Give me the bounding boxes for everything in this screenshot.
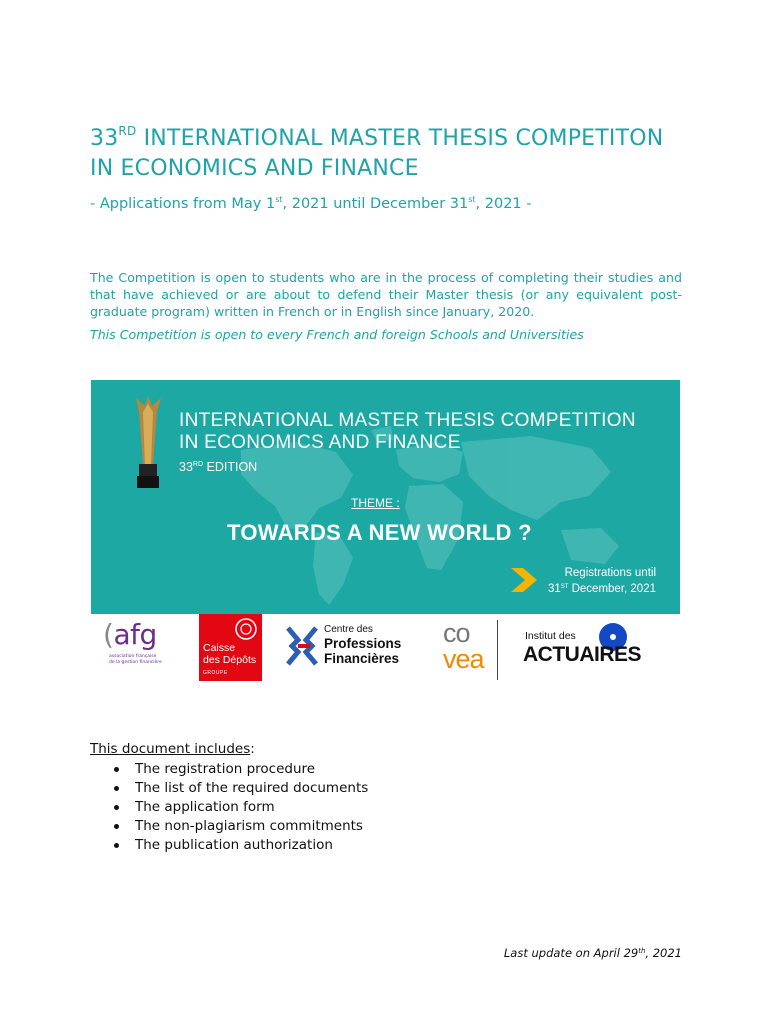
list-item: The publication authorization — [110, 836, 368, 855]
banner-title: INTERNATIONAL MASTER THESIS COMPETITION IN ECONOMICS AND FINANCE — [179, 410, 636, 453]
list-item: The application form — [110, 798, 368, 817]
list-item: The non-plagiarism commitments — [110, 817, 368, 836]
banner-theme: TOWARDS A NEW WORLD ? — [227, 520, 532, 545]
list-item: The list of the required documents — [110, 779, 368, 798]
partner-logos — [91, 614, 680, 686]
trophy-icon — [131, 394, 165, 490]
page-title: 33RD INTERNATIONAL MASTER THESIS COMPETITON IN ECONOMICS AND FINANCE — [90, 124, 664, 181]
logo-divider — [497, 620, 498, 680]
last-update: Last update on April 29th, 2021 — [503, 946, 682, 960]
covea-logo: co vea — [443, 618, 484, 674]
afg-logo: (afg association française de la gestion financière — [103, 618, 162, 665]
banner-theme-label: THEME : — [351, 496, 400, 510]
intro-italic-note: This Competition is open to every French and foreign Schools and Universities — [90, 327, 584, 342]
seal-icon — [234, 617, 258, 641]
banner-registration-deadline: Registrations until 31ST December, 2021 — [547, 567, 656, 595]
chevron-right-icon — [511, 568, 537, 592]
document-includes-list — [110, 760, 368, 855]
list-item: The registration procedure — [110, 760, 368, 779]
intro-paragraph: The Competition is open to students who are in the process of completing their studies and that have achieved or are about to defend their Master thesis (or any equivalent post-graduate program) written in French or in English since January, 2020. — [90, 270, 682, 319]
cross-arrows-icon — [284, 624, 320, 668]
centre-professions-financieres-logo: Centre des Professions Financières — [284, 624, 424, 674]
competition-banner — [91, 380, 680, 614]
application-dates: - Applications from May 1st, 2021 until December 31st, 2021 - — [90, 195, 532, 212]
caisse-des-depots-logo: Caisse des Dépôts GROUPE — [199, 614, 262, 681]
banner-edition: 33RD EDITION — [179, 460, 258, 474]
document-includes-heading: This document includes: — [90, 741, 255, 757]
institut-des-actuaires-logo: Institut des ACTUAIRES — [523, 628, 673, 678]
